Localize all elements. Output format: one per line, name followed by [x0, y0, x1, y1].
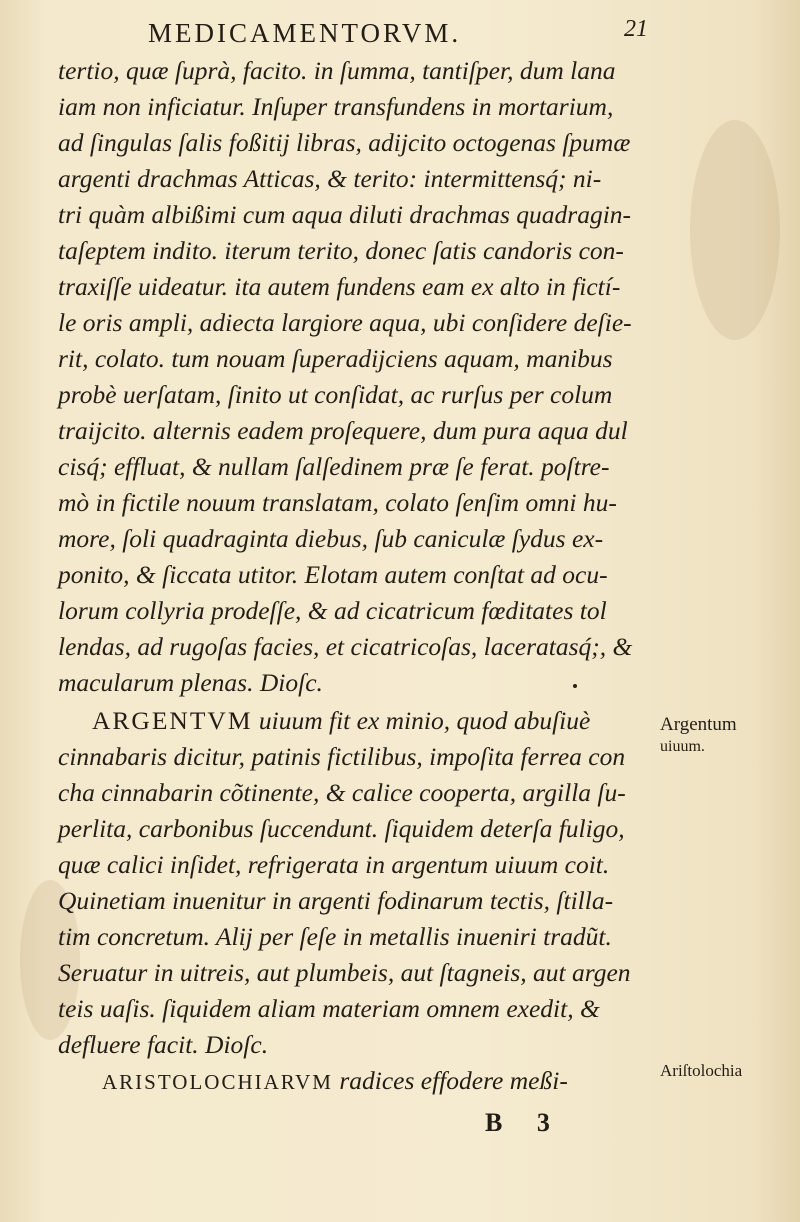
text-line: tim concretum. Alij per ſeſe in metallis inueniri tradũt. [58, 922, 612, 951]
page-number: 21 [624, 16, 648, 42]
text-line: ponito, & ſiccata utitor. Elotam autem conſtat ad ocu- [58, 560, 608, 589]
text-line: quæ calici inſidet, refrigerata in argentum uiuum coit. [58, 850, 610, 879]
text-line: macularum plenas. Dioſc. [58, 668, 323, 697]
text-line: traijcito. alternis eadem proſequere, dum pura aqua dul [58, 416, 628, 445]
text-line: mò in fictile nouum translatam, colato ſenſim omni hu- [58, 488, 617, 517]
signature-mark: B 3 [485, 1108, 564, 1137]
marginal-note: Ariſtolochia [660, 1061, 743, 1080]
text-line: taſeptem indito. iterum terito, donec ſatis candoris con- [58, 236, 624, 265]
text-line: cisq́; effluat, & nullam ſalſedinem præ ſe ferat. poſtre- [58, 452, 610, 481]
marginal-note-line: uiuum. [660, 738, 705, 755]
text-line: perlita, carbonibus ſuccendunt. ſiquidem deterſa fuligo, [58, 814, 625, 843]
text-line: defluere facit. Dioſc. [58, 1030, 269, 1059]
text-line: lendas, ad rugoſas facies, et cicatricoſas, laceratasq́;, & [58, 632, 633, 661]
text-line: lorum collyria prodeſſe, & ad cicatricum fœditates tol [58, 596, 607, 625]
text-line: argenti drachmas Atticas, & terito: intermittensq́; ni- [58, 164, 602, 193]
ink-dot [573, 684, 577, 688]
text-line: rit, colato. tum nouam ſuperadijciens aquam, manibus [58, 344, 613, 373]
text-line: Quinetiam inuenitur in argenti fodinarum tectis, ſtilla- [58, 886, 614, 915]
text-line: cha cinnabarin cõtinente, & calice cooperta, argilla ſu- [58, 778, 626, 807]
section-lead-word: ARISTOLOCHIARVM [102, 1070, 333, 1094]
line-text: radices effodere meßi- [339, 1066, 568, 1095]
text-line [58, 706, 658, 736]
text-line: tri quàm albißimi cum aqua diluti drachmas quadragin- [58, 200, 632, 229]
text-line: ad ſingulas ſalis foßitij libras, adijcito octogenas ſpumæ [58, 128, 631, 157]
paper-stain [690, 120, 780, 340]
text-line: traxiſſe uideatur. ita autem fundens eam ex alto in fictí- [58, 272, 621, 301]
text-line: more, ſoli quadraginta diebus, ſub caniculæ ſydus ex- [58, 524, 604, 553]
text-line: teis uaſis. ſiquidem aliam materiam omnem exedit, & [58, 994, 600, 1023]
text-line: le oris ampli, adiecta largiore aqua, ubi conſidere deſie- [58, 308, 632, 337]
text-line: cinnabaris dicitur, patinis fictilibus, impoſita ferrea con [58, 742, 626, 771]
text-line: Seruatur in uitreis, aut plumbeis, aut ſtagneis, aut argen [58, 958, 631, 987]
page-header [0, 14, 800, 54]
running-head: MEDICAMENTORVM. [148, 18, 462, 48]
text-line [102, 1066, 652, 1096]
text-line: iam non inficiatur. Inſuper transfundens in mortarium, [58, 92, 614, 121]
line-text: uiuum fit ex minio, quod abuſiuè [258, 706, 591, 735]
text-line: probè uerſatam, ſinito ut conſidat, ac rurſus per colum [58, 380, 613, 409]
marginal-note-line: Argentum [660, 714, 737, 735]
marginal-note [660, 714, 796, 758]
text-line: tertio, quæ ſuprà, facito. in ſumma, tantiſper, dum lana [58, 56, 616, 85]
section-lead-word: ARGENTVM [92, 706, 253, 735]
